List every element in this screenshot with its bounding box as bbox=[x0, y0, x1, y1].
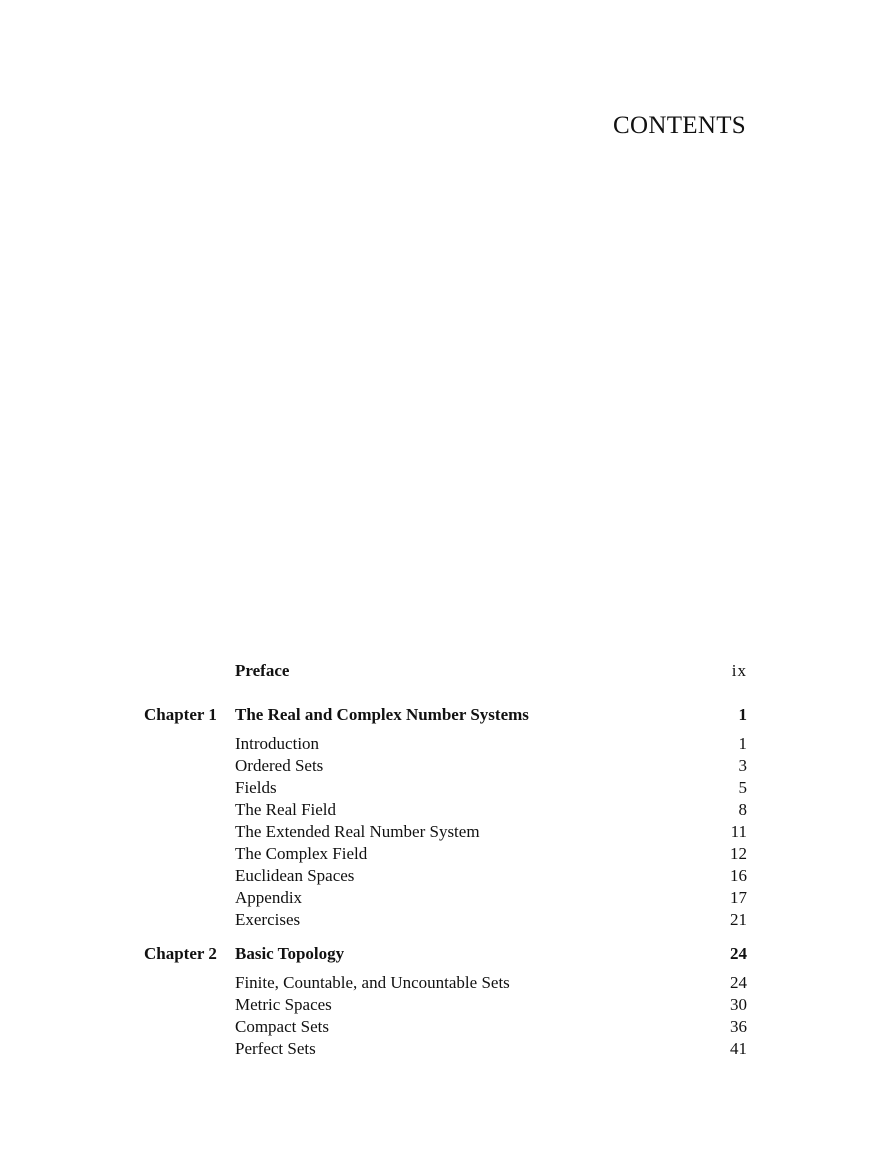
section-title: The Extended Real Number System bbox=[235, 822, 480, 841]
page-title: CONTENTS bbox=[613, 112, 746, 139]
toc-row bbox=[0, 1038, 893, 1060]
section-title: Euclidean Spaces bbox=[235, 866, 355, 885]
section-page: 3 bbox=[738, 756, 747, 775]
section-title: Fields bbox=[235, 778, 277, 797]
toc-row bbox=[0, 972, 893, 994]
chapter-page: 1 bbox=[738, 705, 747, 724]
toc-row-preface bbox=[0, 660, 893, 682]
section-title: Exercises bbox=[235, 910, 301, 929]
section-title: The Real Field bbox=[235, 800, 337, 819]
section-page: 17 bbox=[730, 888, 747, 907]
section-title: The Complex Field bbox=[235, 844, 368, 863]
chapter-title: The Real and Complex Number Systems bbox=[235, 705, 529, 724]
toc-row bbox=[0, 821, 893, 843]
section-page: 24 bbox=[730, 973, 747, 992]
toc-row bbox=[0, 755, 893, 777]
chapter-page: 24 bbox=[730, 944, 747, 963]
section-page: 5 bbox=[738, 778, 747, 797]
preface-title: Preface bbox=[235, 661, 290, 680]
toc-row bbox=[0, 865, 893, 887]
toc-row bbox=[0, 843, 893, 865]
chapter-label: Chapter 1 bbox=[144, 705, 217, 724]
preface-page: ix bbox=[731, 661, 747, 680]
toc-row bbox=[0, 887, 893, 909]
table-of-contents bbox=[0, 660, 893, 1060]
section-page: 30 bbox=[730, 995, 747, 1014]
chapter-1-heading bbox=[0, 704, 893, 726]
section-page: 21 bbox=[730, 910, 747, 929]
section-page: 1 bbox=[738, 734, 747, 753]
section-title: Metric Spaces bbox=[235, 995, 332, 1014]
toc-row bbox=[0, 909, 893, 931]
chapter-2-heading bbox=[0, 943, 893, 965]
section-page: 41 bbox=[730, 1039, 747, 1058]
toc-row bbox=[0, 777, 893, 799]
section-page: 12 bbox=[730, 844, 747, 863]
toc-row bbox=[0, 994, 893, 1016]
section-page: 36 bbox=[730, 1017, 747, 1036]
section-page: 16 bbox=[730, 866, 747, 885]
section-page: 11 bbox=[730, 822, 747, 841]
chapter-label: Chapter 2 bbox=[144, 944, 217, 963]
toc-row bbox=[0, 1016, 893, 1038]
section-title: Ordered Sets bbox=[235, 756, 324, 775]
section-title: Introduction bbox=[235, 734, 320, 753]
chapter-title: Basic Topology bbox=[235, 944, 345, 963]
section-title: Compact Sets bbox=[235, 1017, 329, 1036]
section-title: Perfect Sets bbox=[235, 1039, 316, 1058]
section-title: Appendix bbox=[235, 888, 303, 907]
toc-row bbox=[0, 733, 893, 755]
toc-row bbox=[0, 799, 893, 821]
section-page: 8 bbox=[738, 800, 747, 819]
section-title: Finite, Countable, and Uncountable Sets bbox=[235, 973, 510, 992]
